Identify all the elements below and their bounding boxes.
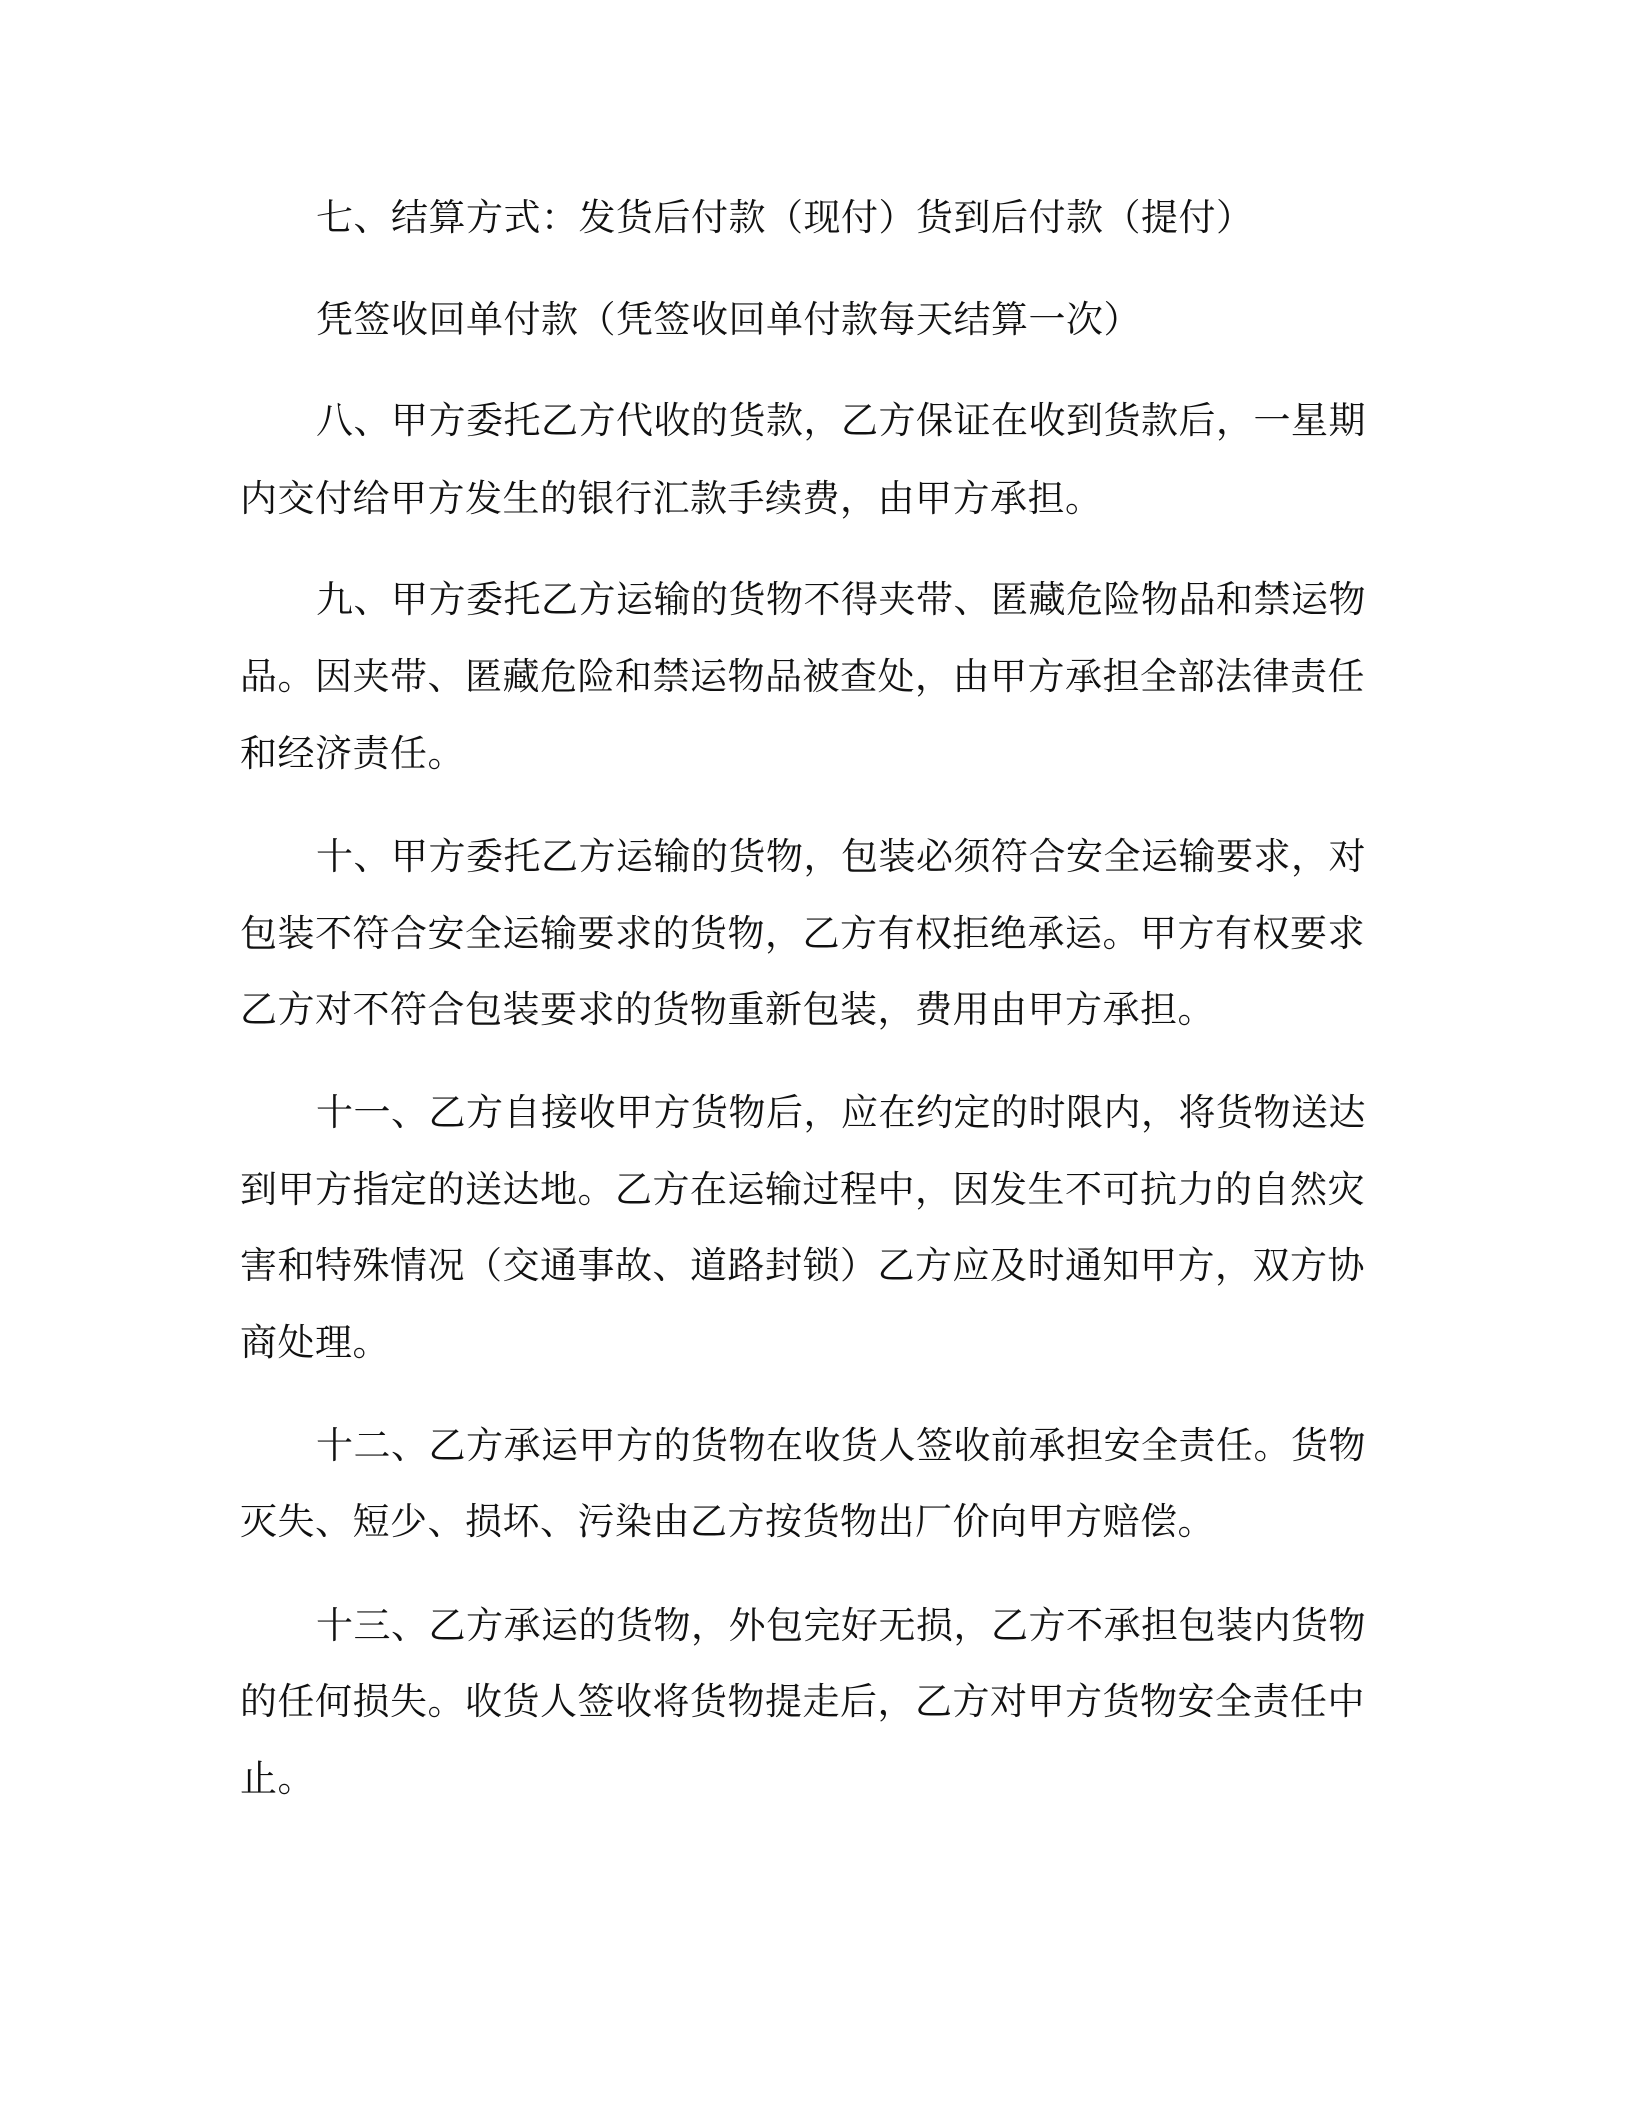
clause-8-line-2: 内交付给甲方发生的银行汇款手续费，由甲方承担。 <box>240 477 1103 520</box>
clause-7-line-2: 凭签收回单付款（凭签收回单付款每天结算一次） <box>316 298 1141 341</box>
clause-11-line-4: 商处理。 <box>240 1321 390 1364</box>
clause-8-line-1: 八、甲方委托乙方代收的货款，乙方保证在收到货款后，一星期 <box>316 399 1366 442</box>
clause-11-line-1: 十一、乙方自接收甲方货物后，应在约定的时限内，将货物送达 <box>316 1091 1366 1134</box>
clause-9-line-2: 品。因夹带、匿藏危险和禁运物品被查处，由甲方承担全部法律责任 <box>240 655 1365 698</box>
clause-13-line-2: 的任何损失。收货人签收将货物提走后，乙方对甲方货物安全责任中 <box>240 1680 1365 1723</box>
clause-10-line-3: 乙方对不符合包装要求的货物重新包装，费用由甲方承担。 <box>240 988 1215 1031</box>
clause-11-line-2: 到甲方指定的送达地。乙方在运输过程中，因发生不可抗力的自然灾 <box>240 1168 1365 1211</box>
clause-9-line-1: 九、甲方委托乙方运输的货物不得夹带、匿藏危险物品和禁运物 <box>316 578 1366 621</box>
clause-12-line-1: 十二、乙方承运甲方的货物在收货人签收前承担安全责任。货物 <box>316 1424 1366 1467</box>
clause-9-line-3: 和经济责任。 <box>240 732 465 775</box>
clause-12-line-2: 灭失、短少、损坏、污染由乙方按货物出厂价向甲方赔偿。 <box>240 1500 1215 1543</box>
clause-11-line-3: 害和特殊情况（交通事故、道路封锁）乙方应及时通知甲方，双方协 <box>240 1244 1365 1287</box>
clause-7-line-1: 七、结算方式：发货后付款（现付）货到后付款（提付） <box>316 196 1254 239</box>
clause-13-line-3: 止。 <box>240 1757 315 1800</box>
clause-13-line-1: 十三、乙方承运的货物，外包完好无损，乙方不承担包装内货物 <box>316 1604 1366 1647</box>
clause-10-line-2: 包装不符合安全运输要求的货物，乙方有权拒绝承运。甲方有权要求 <box>240 912 1365 955</box>
clause-10-line-1: 十、甲方委托乙方运输的货物，包装必须符合安全运输要求，对 <box>316 835 1366 878</box>
